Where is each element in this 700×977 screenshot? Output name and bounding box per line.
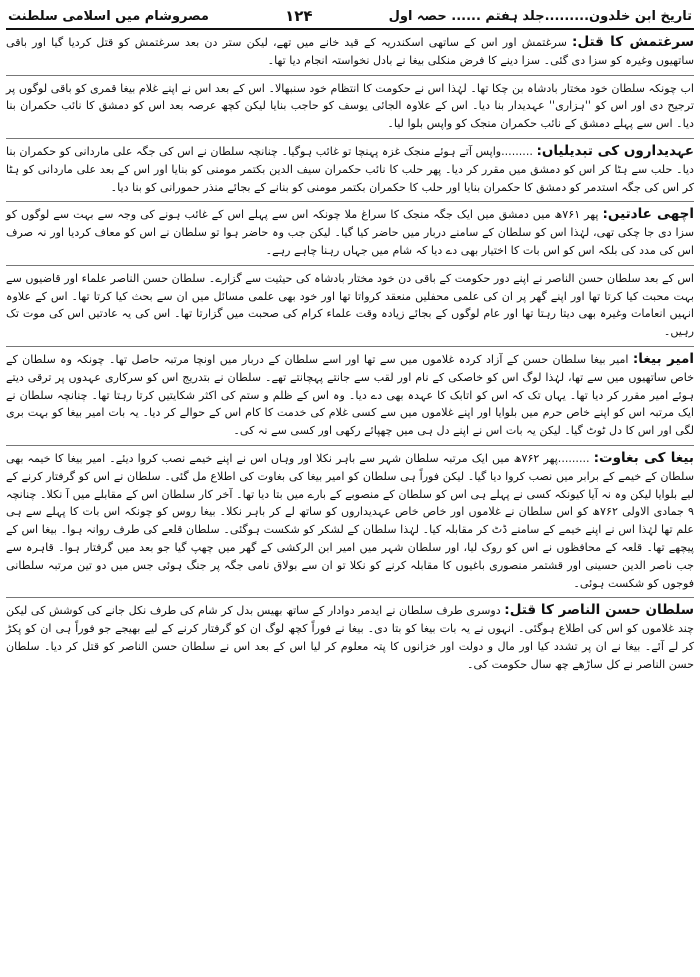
header-book-title: تاریخ ابن خلدون.........جلد ہفتم ...... حصہ اول xyxy=(388,8,692,24)
paragraph-text: دوسری طرف سلطان نے ایدمر دوادار کے ساتھ بھیس بدل کر شام کی طرف نکل جانے کی کوشش کی لیکن چند غلاموں کو اس کی اطلاع ہوگئی۔ انہوں نے یہ بات بیغا کو بتا دی۔ بیغا نے فوراً کچھ لوگ ان کو گرفتار کرنے کے لیے بھیجے جو فوراً ہی ان کو پکڑ کر لے آئے۔ بیغا نے ان پر تشدد کیا اور مال و دولت اور خزانوں کا پتہ معلوم کر لیا اس کے بعد اس نے سلطان حسن الناصر کو قتل کر دیا۔ سلطان حسن الناصر نے کل ساڑھے چھ سال حکومت کی۔ xyxy=(6,604,694,671)
section-heading: سرغتمش کا قتل: xyxy=(572,34,694,50)
paragraph xyxy=(6,143,694,202)
section-heading: عہدیداروں کی تبدیلیاں: xyxy=(536,142,694,159)
section-heading: بیغا کی بغاوت: xyxy=(593,449,694,466)
paragraph xyxy=(6,270,694,347)
page-header xyxy=(6,0,694,28)
paragraph-text: سرغتمش اور اس کے ساتھی اسکندریہ کے قید خانے میں تھے، لیکن ستر دن بعد سرغتمش کو قتل کردیا گیا اور باقی ساتھیوں وغیرہ کو سزا دی گئی۔ سزا دینے کا فرض منکلی بیغا نے بادل نخواستہ انجام دیا تھا۔ xyxy=(6,36,694,67)
section-heading: امیر بیغا: xyxy=(632,350,694,367)
page-number: ۱۲۴ xyxy=(285,7,313,25)
paragraph xyxy=(6,206,694,265)
paragraph-text: پھر ۷۶۱ھ میں دمشق میں ایک جگہ منجک کا سراغ ملا چونکہ اس سے پہلے اس کے غائب ہونے کی وجہ سے بہت سے لوگوں کو سزا دی جا چکی تھی، لہٰذا اس کو سلطان کے سامنے دربار میں حاضر کیا گیا۔ لیکن جب وہ حاضر ہوا تو سلطان نے اس کو معاف کردیا اور نہ صرف اس کی مدد کی بلکہ اس کو اس بات کا اختیار بھی دے دیا کہ شام میں جہاں رہنا چاہے رہے۔ xyxy=(6,208,694,257)
paragraph xyxy=(6,450,694,598)
page-body xyxy=(6,34,694,679)
paragraph-text: .........واپس آتے ہوئے منجک غزہ پہنچا تو غائب ہوگیا۔ چنانچہ سلطان نے اس کی جگہ علی ماردانی کو حکمران بنا دیا۔ حلب سے ہٹا کر اس کو دمشق میں مقرر کر دیا۔ پھر حلب کا نائب حکمران سیف الدین بکتمر مومنی کو بنایا اور اس کے بعد علی ماردانی کو ہٹا کر اس کی جگہ استدمر کو دمشق کا حکمران بنایا اور حلب کا حکمران بکتمر مومنی کو بنانے کے بجائے منذر حمورانی کو بنا دیا۔ xyxy=(6,144,694,194)
section-heading: سلطان حسن الناصر کا قتل: xyxy=(504,602,694,619)
paragraph-text: اب چونکہ سلطان خود مختار بادشاہ بن چکا تھا۔ لہٰذا اس نے حکومت کا انتظام خود سنبھالا۔ اس کے بعد اس نے اپنے غلام بیغا قمری کو باقی لوگوں پر ترجیح دی اور اس کو ''ہزاری'' عہدیدار بنا دیا۔ اس کے علاوہ الجائی یوسف کو حاجب بنایا لیکن کچھ عرصہ بعد اس کو دمشق کا نائب حکمران بنا دیا۔ اس سے پہلے دمشق کے نائب حکمران منجک کو واپس بلوا لیا۔ xyxy=(6,81,694,131)
paragraph xyxy=(6,351,694,446)
paragraph-text: اس کے بعد سلطان حسن الناصر نے اپنے دور حکومت کے باقی دن خود مختار بادشاہ کی حیثیت سے گزارے۔ سلطان حسن الناصر علماء اور قاضیوں سے بہت محبت کیا کرتا تھا اور اپنے گھر پر ان کی علمی محفلیں منعقد کرواتا تھا اور خود بھی علمی مسائل میں ان سے بحث کیا کرتا تھا۔ اس کے علاوہ انہیں انعامات وغیرہ بھی دیتا رہتا تھا اور عام لوگوں کے بجائے زیادہ وقت علماء کرام کی صحبت میں گزارتا تھا۔ اس کی یہ عادتیں اس کی موت تک رہیں۔ xyxy=(6,271,694,339)
header-chapter-title: مصروشام میں اسلامی سلطنت xyxy=(8,8,209,24)
paragraph-text: .........پھر ۷۶۲ھ میں ایک مرتبہ سلطان شہر سے باہر نکلا اور وہاں اس نے اپنے خیمے نصب کروا دیئے۔ امیر بیغا کا خیمہ بھی سلطان کے خیمے کے برابر میں نصب کروا دیا گیا۔ لیکن فوراً ہی سلطان کو امیر بیغا کی بغاوت کی اطلاع مل گئی۔ سلطان نے اس کو گرفتار کرنے کے لیے بلوایا لیکن وہ نہ آیا کیونکہ کسی نے پہلے ہی اس کو سلطان کے منصوبے کے بارے میں بتا دیا تھا۔ آخر کار سلطان اس کے مقابلے میں آ نکلا۔ چنانچہ ۹ جمادی الاولی ۷۶۲ھ کو اس سلطان نے غلاموں اور خاص خاص عہدیداروں کو ساتھ لے کر باہر نکلا۔ بیغا روس کو چونکہ اس بات کا پہلے سے ہی علم تھا لہٰذا اس نے اپنے خیمے کے سامنے ڈٹ کر مقابلہ کیا۔ لہٰذا سلطان کے لشکر کو شکست ہوگئی۔ سلطان قلعے کی طرف روانہ ہوا۔ بیغا اس کے پیچھے تھا۔ قلعہ کے محافظوں نے اس کو روک لیا، اور سلطان شہر میں امیر ابن الرکشی کے گھر میں چھپ گیا جو بعد میں گرفتار ہوا۔ قاہرہ سے جب ناصر الدین حسینی اور قشتمر منصوری باغیوں کا مقابلہ کرنے کو نکلا تو ان سے بولاق نامی جگہ پر جنگ ہوئی جس میں دو تین مرتبہ سلطانی فوجوں کو شکست ہوئی۔ xyxy=(6,451,695,590)
paragraph-text: امیر بیغا سلطان حسن کے آزاد کردہ غلاموں میں سے تھا اور اسے سلطان کے دربار میں اونچا مرتبہ حاصل تھا۔ چونکہ وہ سلطان کے خاص ساتھیوں میں سے تھا، لہٰذا لوگ اس کو خاصکی کے نام اور لقب سے جانتے پہچانتے تھے۔ سلطان نے بتدریج اس کو سرکاری عہدوں پر ترقی دیتے ہوئے امیر مقرر کر دیا تھا۔ یہاں تک کہ اس کو اتابک کا عہدہ بھی دے دیا۔ وہ اس کے ظلم و ستم کی اکثر شکایتیں کرتا رہتا تھا۔ چنانچہ سلطان نے ایک مرتبہ اس کو اپنے خاص حرم میں بلوایا اور اپنے غلاموں میں سے کسی غلام کی خدمت کا کام اس کے حوالے کر دیا۔ یہ بات امیر بیغا کو بہت بری لگی اور اس کا دل ٹوٹ گیا۔ لیکن یہ بات اس نے اپنے دل ہی میں چھپائے رکھی اور کسی سے نہ کی۔ xyxy=(6,352,694,438)
header-rule xyxy=(6,28,694,30)
paragraph xyxy=(6,602,694,678)
paragraph xyxy=(6,80,694,139)
section-heading: اچھی عادتیں: xyxy=(602,206,694,223)
paragraph xyxy=(6,34,694,76)
